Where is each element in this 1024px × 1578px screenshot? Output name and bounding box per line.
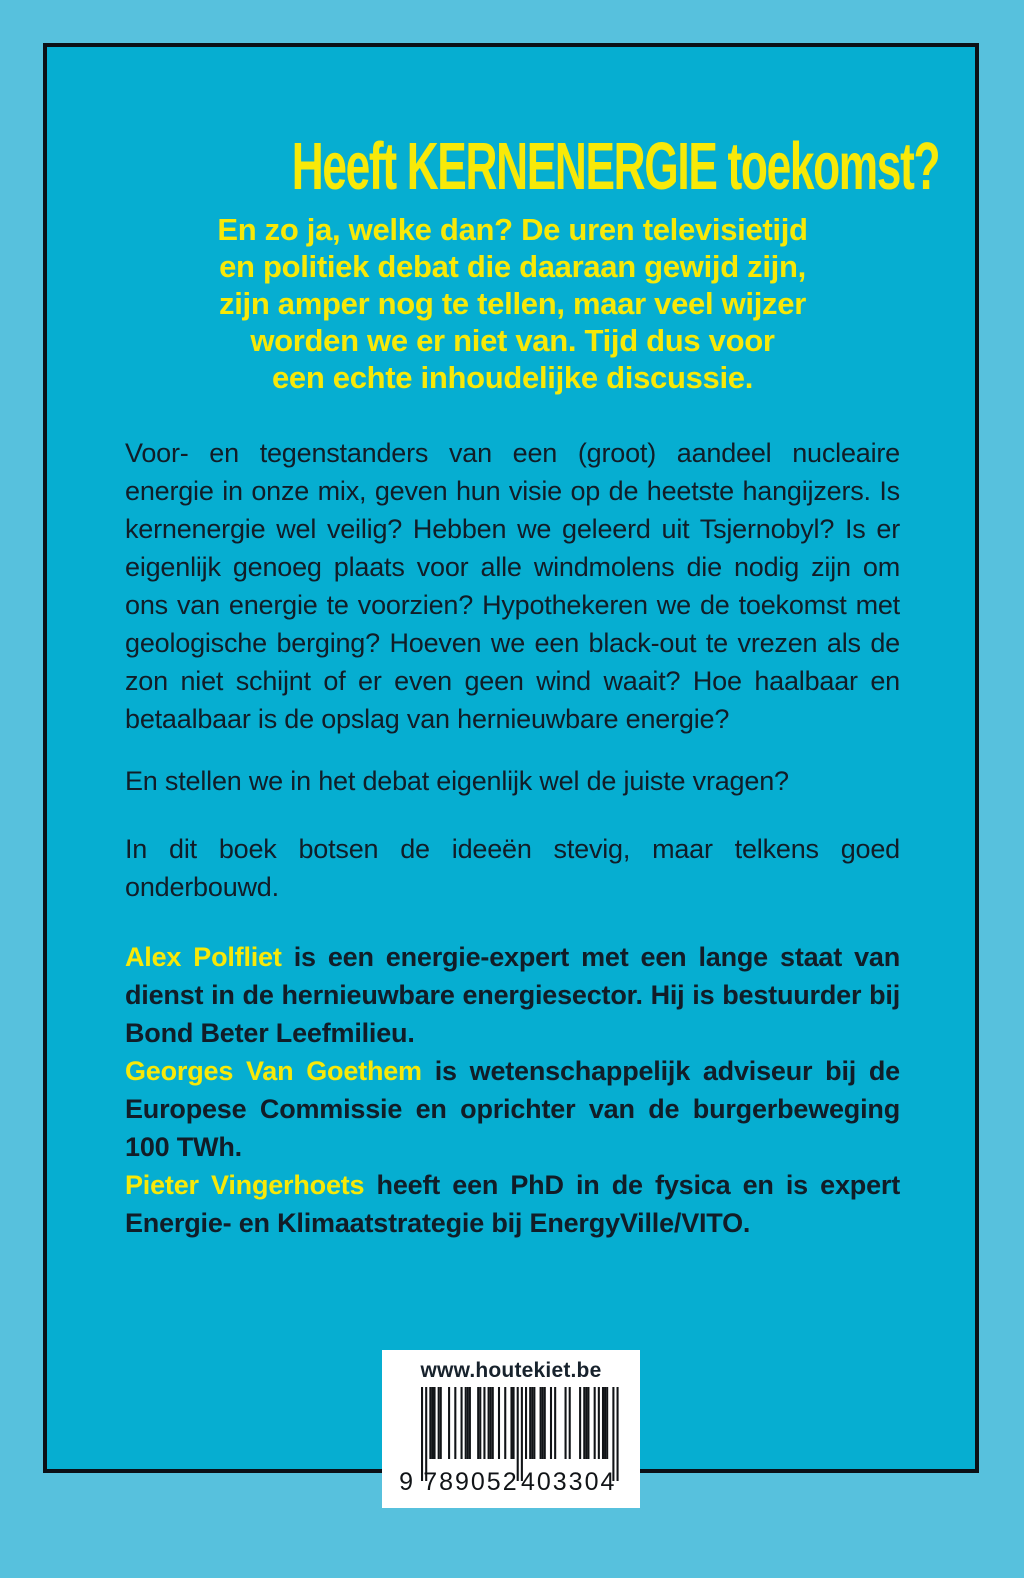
author-name: Georges Van Goethem [125, 1056, 422, 1086]
subtitle-line: En zo ja, welke dan? De uren televisietijd [217, 212, 808, 247]
subtitle-line: worden we er niet van. Tijd dus voor [250, 323, 775, 358]
barcode-panel [382, 1350, 640, 1508]
cover-subtitle [125, 211, 900, 396]
publisher-website: www.houtekiet.be [420, 1359, 602, 1382]
svg-text:9: 9 [399, 1468, 415, 1495]
subtitle-line: een echte inhoudelijke discussie. [271, 360, 754, 395]
frame-content [47, 47, 975, 1469]
author-name: Pieter Vingerhoets [125, 1170, 365, 1200]
subtitle-line: en politiek debat die daaraan gewijd zijn, [219, 249, 806, 284]
headline-wrap [125, 129, 940, 204]
ean-barcode [382, 1387, 640, 1495]
cover-frame [43, 43, 979, 1473]
author-bio [125, 1052, 900, 1166]
author-bios [125, 938, 900, 1242]
author-bio-text: is wetenschappelijk adviseur bij de Europese Commissie en oprichter van de burgerbeweging 100 TWh. [125, 1056, 900, 1162]
svg-text:403304: 403304 [520, 1468, 617, 1495]
blurb-paragraph: En stellen we in het debat eigenlijk wel de juiste vragen? [125, 766, 789, 796]
subtitle-line: zijn amper nog te tellen, maar veel wijzer [219, 286, 806, 321]
barcode-icon [399, 1387, 623, 1495]
author-bio [125, 938, 900, 1052]
author-name: Alex Polfliet [125, 942, 282, 972]
author-bio-text: is een energie-expert met een lange staat van dienst in de hernieuwbare energiesector. Hij is bestuurder bij Bond Beter Leefmilieu. [125, 942, 900, 1048]
blurb-paragraph: In dit boek botsen de ideeën stevig, maar telkens goed onderbouwd. [125, 834, 900, 902]
cover-title: Heeft KERNENERGIE toekomst? [291, 129, 940, 204]
blurb-paragraph: Voor- en tegenstanders van een (groot) aandeel nucleaire energie in onze mix, geven hun visie op de heetste hangijzers. Is kernenergie wel veilig? Hebben we geleerd uit Tsjernobyl? Is er eigenlijk genoeg plaats voor alle windmolens die nodig zijn om ons van energie te voorzien? Hypothekeren we de toekomst met geologische berging? Hoeven we een black-out te vrezen als de zon niet schijnt of er even geen wind waait? Hoe haalbaar en betaalbaar is de opslag van hernieuwbare energie? [125, 438, 900, 734]
author-bio [125, 1166, 900, 1242]
blurb [125, 434, 900, 906]
author-bio-text: heeft een PhD in de fysica en is expert Energie- en Klimaatstrategie bij EnergyVille/VITO. [125, 1170, 901, 1238]
svg-text:789052: 789052 [423, 1468, 519, 1495]
